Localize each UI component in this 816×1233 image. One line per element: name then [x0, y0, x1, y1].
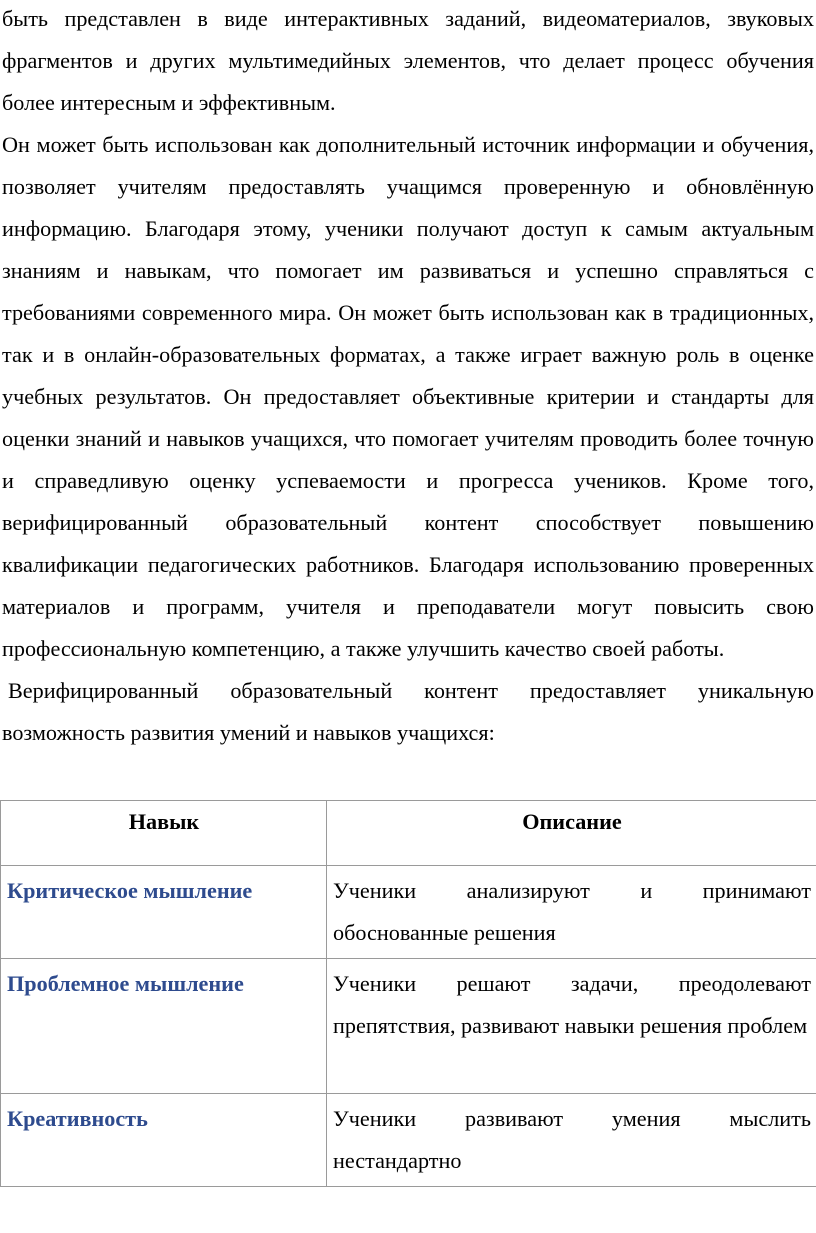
- skill-name: Проблемное мышление: [1, 959, 327, 1094]
- skill-description: Ученики решают задачи, преодолевают препятствия, развивают навыки решения проблем: [327, 959, 816, 1094]
- paragraph-content-usage: Он может быть использован как дополнительный источник информации и обучения, позволяет учителям предоставлять учащимся проверенную и обновлённую информацию. Благодаря этому, ученики получают доступ к самым актуальным знаниям и навыкам, что помогает им развиваться и успешно справляться с требованиями современного мира. Он может быть использован как в традиционных, так и в онлайн-образовательных форматах, а также играет важную роль в оценке учебных результатов. Он предоставляет объективные критерии и стандарты для оценки знаний и навыков учащихся, что помогает учителям проводить более точную и справедливую оценку успеваемости и прогресса учеников. Кроме того, верифицированный образовательный контент способствует повышению квалификации педагогических работников. Благодаря использованию проверенных материалов и программ, учителя и преподаватели могут повысить свою профессиональную компетенцию, а также улучшить качество своей работы.: [2, 132, 814, 661]
- table-row: [1, 866, 816, 959]
- skill-name: Критическое мышление: [1, 866, 327, 959]
- table-row: [1, 959, 816, 1094]
- table-header-row: [1, 801, 816, 866]
- header-skill: Навык: [1, 801, 327, 866]
- paragraph-skills-lead: Верифицированный образовательный контент предоставляет уникальную возможность развития умений и навыков учащихся:: [2, 678, 814, 745]
- skill-name: Креативность: [1, 1094, 327, 1187]
- skill-description: Ученики развивают умения мыслить нестандартно: [327, 1094, 816, 1187]
- table-row: [1, 1094, 816, 1187]
- skills-table: [0, 800, 816, 1187]
- header-description: Описание: [327, 801, 816, 866]
- skill-description: Ученики анализируют и принимают обоснованные решения: [327, 866, 816, 959]
- paragraph-intro-continuation: быть представлен в виде интерактивных заданий, видеоматериалов, звуковых фрагментов и других мультимедийных элементов, что делает процесс обучения более интересным и эффективным.: [2, 6, 814, 115]
